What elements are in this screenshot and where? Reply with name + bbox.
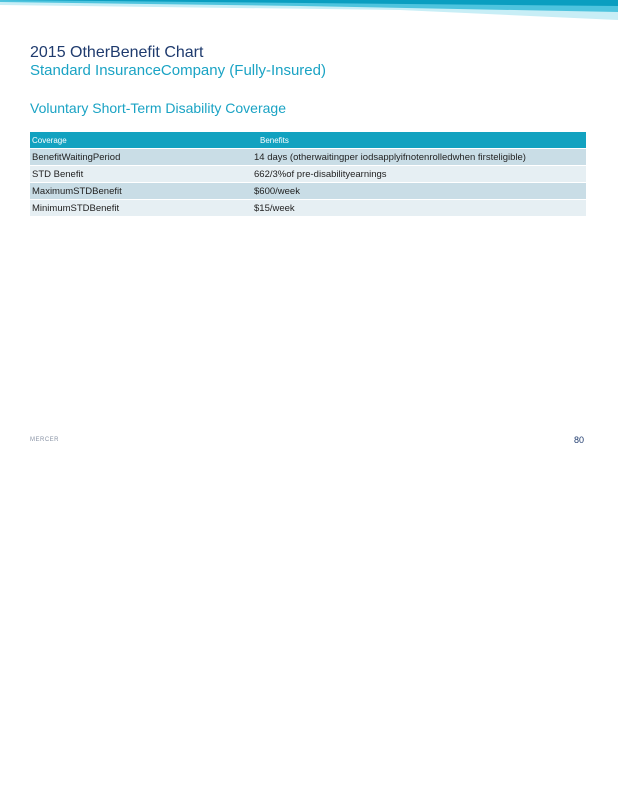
mercer-logo: MERCER: [30, 437, 60, 443]
header-banner: [0, 0, 618, 24]
row-coverage: MinimumSTDBenefit: [32, 202, 120, 214]
page-number: 80: [574, 435, 585, 445]
row-coverage: STD Benefit: [32, 168, 84, 180]
table-row: [30, 148, 586, 165]
column-header-coverage: Coverage: [32, 135, 67, 145]
row-coverage: BenefitWaitingPeriod: [32, 151, 121, 163]
table-header: [30, 132, 586, 148]
page-subtitle: Standard InsuranceCompany (Fully-Insured): [30, 62, 326, 79]
row-benefit: 14 days (otherwaitingper iodsapplyifnotenrolledwhen firsteligible): [254, 151, 526, 163]
section-title: Voluntary Short-Term Disability Coverage: [30, 100, 286, 116]
table-row: [30, 199, 586, 216]
row-benefit: $600/week: [254, 185, 300, 197]
column-header-benefits: Benefits: [260, 135, 289, 145]
row-benefit: $15/week: [254, 202, 295, 214]
page-title: 2015 OtherBenefit Chart: [30, 44, 204, 61]
row-benefit: 662/3%of pre-disabilityearnings: [254, 168, 387, 180]
row-coverage: MaximumSTDBenefit: [32, 185, 122, 197]
table-row: [30, 182, 586, 199]
table-row: [30, 165, 586, 182]
benefits-table: [30, 132, 586, 216]
